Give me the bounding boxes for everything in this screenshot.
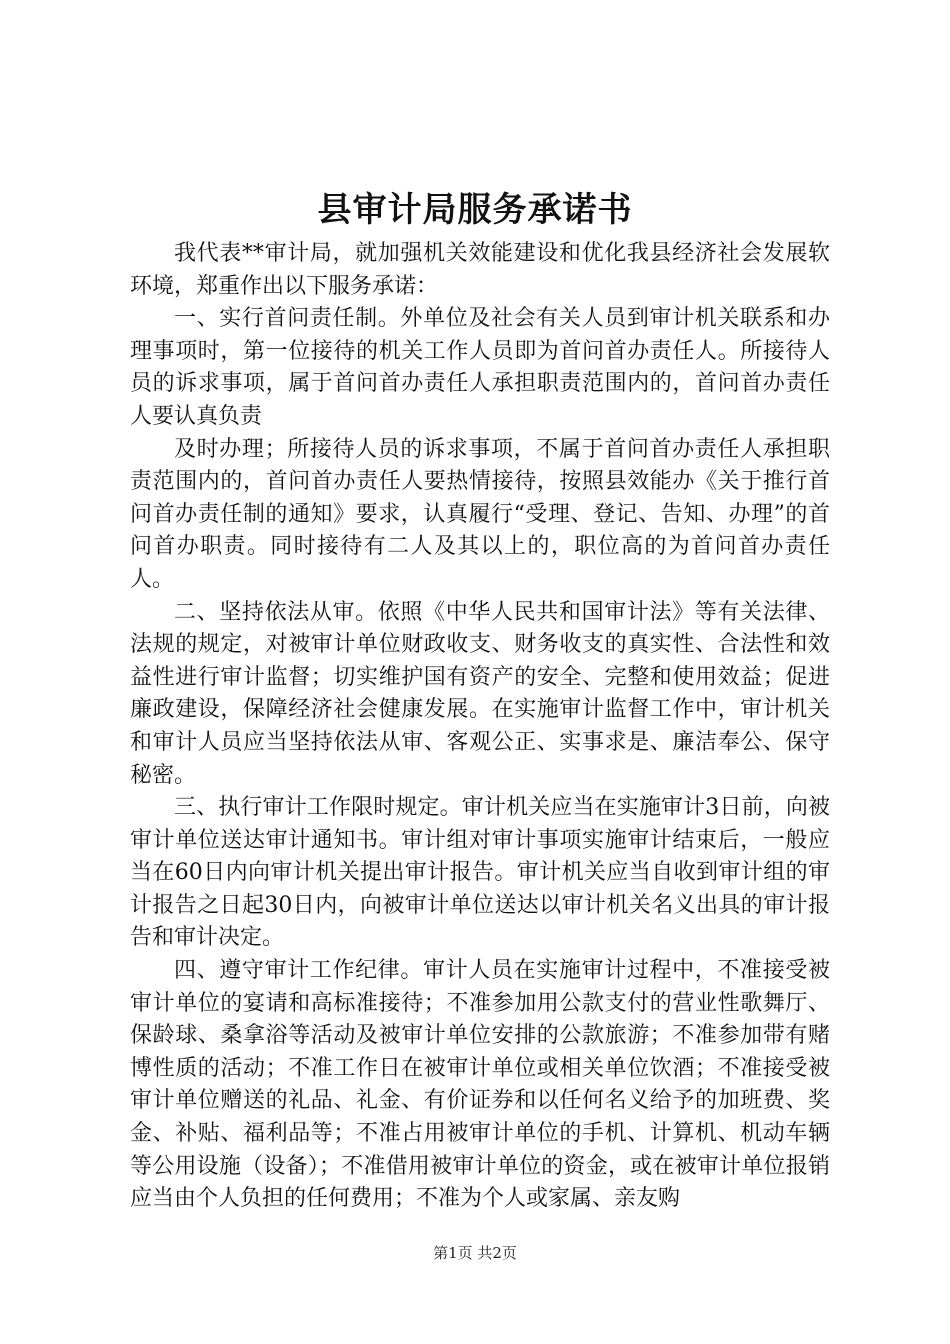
paragraph-first-inquiry-part2: 及时办理；所接待人员的诉求事项，不属于首问首办责任人承担职责范围内的，首问首办责任人要热情接待，按照县效能办《关于推行首问首办责任制的通知》要求，认真履行“受理、登记、告知、办理”的首问首办职责。同时接待有二人及其以上的，职位高的为首问首办责任人。 (130, 436, 830, 592)
paragraph-intro: 我代表**审计局，就加强机关效能建设和优化我县经济社会发展软环境，郑重作出以下服务承诺： (130, 241, 830, 299)
paragraph-lawful-audit: 二、坚持依法从审。依照《中华人民共和国审计法》等有关法律、法规的规定，对被审计单位财政收支、财务收支的真实性、合法性和效益性进行审计监督；切实维护国有资产的安全、完整和使用效益；促进廉政建设，保障经济社会健康发展。在实施审计监督工作中，审计机关和审计人员应当坚持依法从审、客观公正、实事求是、廉洁奉公、保守秘密。 (130, 599, 830, 788)
document-title: 县审计局服务承诺书 (317, 190, 633, 230)
paragraph-discipline: 四、遵守审计工作纪律。审计人员在实施审计过程中，不准接受被审计单位的宴请和高标准接待；不准参加用公款支付的营业性歌舞厅、保龄球、桑拿浴等活动及被审计单位安排的公款旅游；不准参加带有赌博性质的活动；不准工作日在被审计单位或相关单位饮酒；不准接受被审计单位赠送的礼品、礼金、有价证券和以任何名义给予的加班费、奖金、补贴、福利品等；不准占用被审计单位的手机、计算机、机动车辆等公用设施（设备）；不准借用被审计单位的资金，或在被审计单位报销应当由个人负担的任何费用；不准为个人或家属、亲友购 (130, 958, 830, 1212)
document-body (130, 238, 830, 1216)
paragraph-first-inquiry-part1: 一、实行首问责任制。外单位及社会有关人员到审计机关联系和办理事项时，第一位接待的机关工作人员即为首问首办责任人。所接待人员的诉求事项，属于首问首办责任人承担职责范围内的，首问首办责任人要认真负责 (130, 306, 830, 429)
paragraph-time-limit: 三、执行审计工作限时规定。审计机关应当在实施审计3日前，向被审计单位送达审计通知书。审计组对审计事项实施审计结束后，一般应当在60日内向审计机关提出审计报告。审计机关应当自收到审计组的审计报告之日起30日内，向被审计单位送达以审计机关名义出具的审计报告和审计决定。 (130, 795, 830, 951)
page-number-footer: 第1页 共2页 (433, 1244, 517, 1262)
